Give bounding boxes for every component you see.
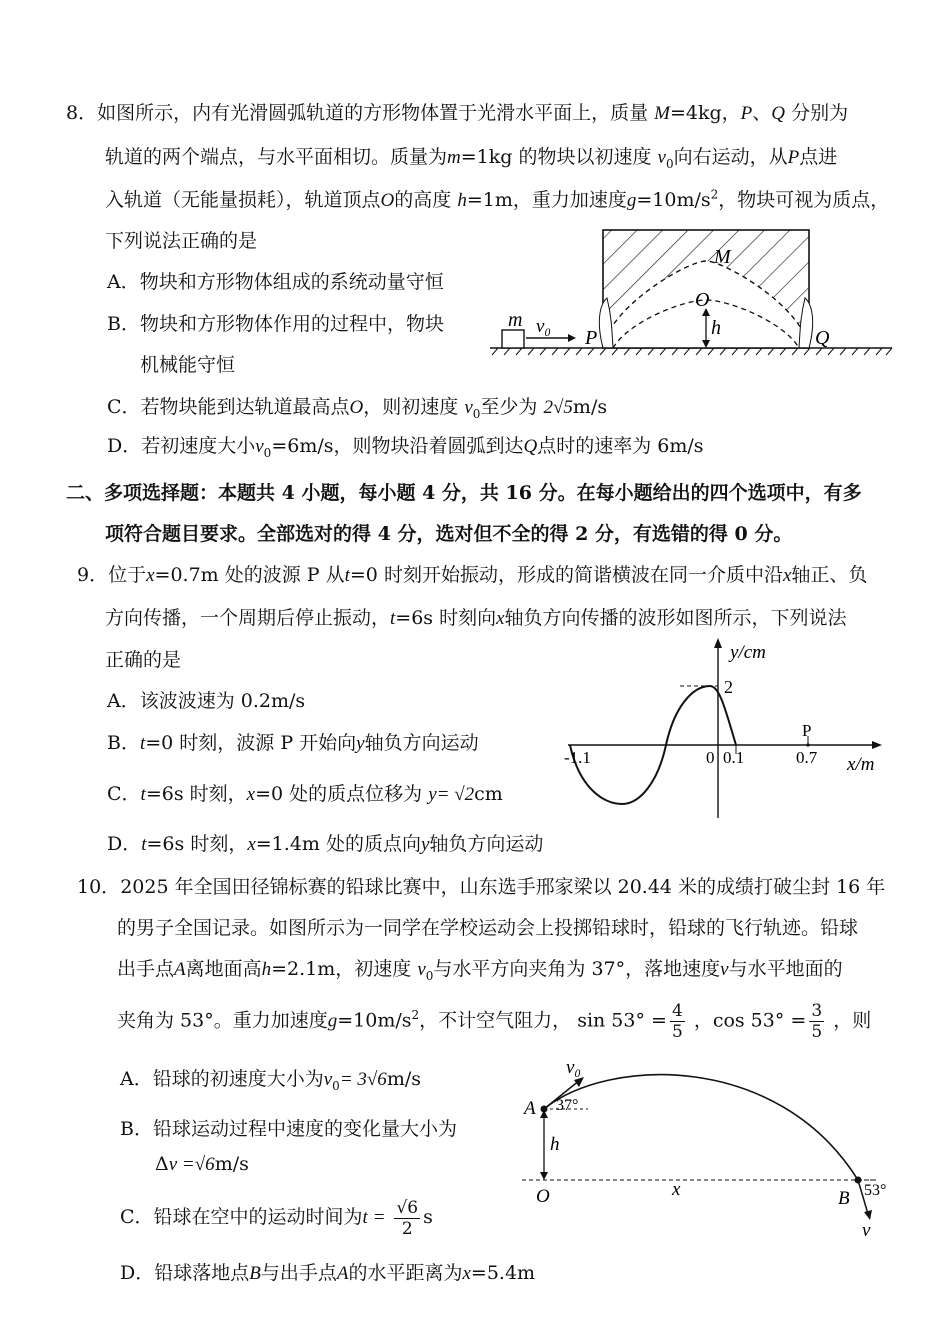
q10-line3: 出手点A离地面高h=2.1m，初速度 $v_0$与水平方向夹角为 37°，落地速度v与水平地面的 [117,958,843,983]
q10-option-d: D．铅球落地点B与出手点A的水平距离为x=5.4m [120,1262,536,1284]
label-v0: v₀ [536,316,552,337]
q8-line3: 入轨道（无能量损耗），轨道顶点O的高度 h=1m，重力加速度$g=10m/s^2$，物块可视为质点， [105,187,890,211]
tick-label-0.7: 0.7 [796,748,818,767]
label-m: m [508,309,523,331]
q10-line4: 夹角为 53°。重力加速度$g=10m/s^2$，不计空气阻力， sin 53° = $\frac{4}{5}$ ，cos 53° = $\frac{3}{5}$ ，则 [117,1000,872,1042]
q9-option-b: B．t=0 时刻，波源 P 开始向y轴负方向运动 [107,732,479,754]
label-h: h [711,317,721,339]
q8-option-b: B．物块和方形物体作用的过程中，物块 [107,313,444,335]
label-O: O [536,1186,550,1207]
label-P: P [585,327,598,349]
y-axis-label: y/cm [730,642,766,663]
q10-option-a: A．铅球的初速度大小为$v_0= 3√6m/s$ [120,1068,421,1093]
q8-option-b-cont: 机械能守恒 [140,354,236,376]
q9-line1: 9．位于x=0.7m 处的波源 P 从t=0 时刻开始振动，形成的简谐横波在同一介质中沿x轴正、负 [77,564,868,586]
label-P: P [802,721,812,740]
y-axis-arrowhead [714,638,722,648]
q9-line3: 正确的是 [105,649,182,671]
q10-trajectory-figure [518,1052,898,1242]
tick-label-0.1: 0.1 [723,748,745,767]
label-v0: v₀ [566,1057,582,1078]
trajectory-curve [544,1075,858,1180]
label-B: B [838,1188,850,1209]
label-x: x [672,1179,681,1200]
q9-line2: 方向传播，一个周期后停止振动，t=6s 时刻向x轴负方向传播的波形如图所示，下列说法 [105,607,847,629]
label-A: A [524,1098,536,1119]
q10-line2: 的男子全国记录。如图所示为一同学在学校运动会上投掷铅球时，铅球的飞行轨迹。铅球 [117,917,859,939]
section2-line2: 项符合题目要求。全部选对的得 4 分，选对但不全的得 2 分，有选错的得 0 分。 [105,523,793,545]
label-v: v [862,1220,871,1241]
label-h: h [550,1134,560,1155]
q8-option-a: A．物块和方形物体组成的系统动量守恒 [107,271,444,293]
v0-arrowhead [574,1077,584,1087]
q8-figure [488,226,896,356]
source-point-P [806,743,809,746]
section2-line1: 二、多项选择题：本题共 4 小题，每小题 4 分，共 16 分。在每小题给出的四个选项中，有多 [66,482,862,504]
small-block [502,330,524,348]
q9-option-d: D．t=6s 时刻，x=1.4m 处的质点向y轴负方向运动 [107,833,544,855]
amplitude-label: 2 [724,677,733,697]
x-axis-label: x/m [847,754,875,775]
label-angle-37: 37° [556,1097,579,1114]
q10-option-c: C．铅球在空中的运动时间为t = $\frac{√6}{2}$ s [120,1197,433,1239]
q9-option-a: A．该波波速为 0.2m/s [107,690,306,712]
tick-label-0: 0 [706,748,715,767]
q8-line2: 轨道的两个端点，与水平面相切。质量为m=1kg 的物块以初速度 $v_0$向右运动，从P点进 [105,146,838,171]
q8-line1: 8．如图所示，内有光滑圆弧轨道的方形物体置于光滑水平面上，质量 M=4kg，P、Q 分别为 [66,102,849,124]
label-angle-53: 53° [864,1182,887,1199]
height-arrowhead-bottom [540,1172,548,1180]
q10-option-b: B．铅球运动过程中速度的变化量大小为 [120,1118,457,1140]
q10-line1: 10．2025 年全国田径锦标赛的铅球比赛中，山东选手邢家梁以 20.44 米的成绩打破尘封 16 年 [77,876,886,898]
ground [490,348,892,355]
v-arrowhead [864,1210,872,1220]
label-O: O [695,289,710,311]
q8-option-c: C．若物块能到达轨道最高点O，则初速度 $v_0$至少为 2√5m/s [107,396,608,421]
label-M: M [714,246,731,268]
q8-line4: 下列说法正确的是 [105,230,258,252]
x-axis-arrowhead [872,741,882,749]
q9-option-c: C．t=6s 时刻，x=0 处的质点位移为 y= √2cm [107,783,503,805]
q10-option-b-cont: Δv =√6m/s [155,1153,249,1175]
q9-wave-figure [560,632,900,820]
v0-arrowhead [568,334,576,342]
tick-label-neg1.1: -1.1 [564,748,591,767]
q8-option-d: D．若初速度大小$v_0=6m/s$，则物块沿着圆弧到达Q点时的速率为 6m/s [107,435,704,460]
label-Q: Q [815,327,830,349]
